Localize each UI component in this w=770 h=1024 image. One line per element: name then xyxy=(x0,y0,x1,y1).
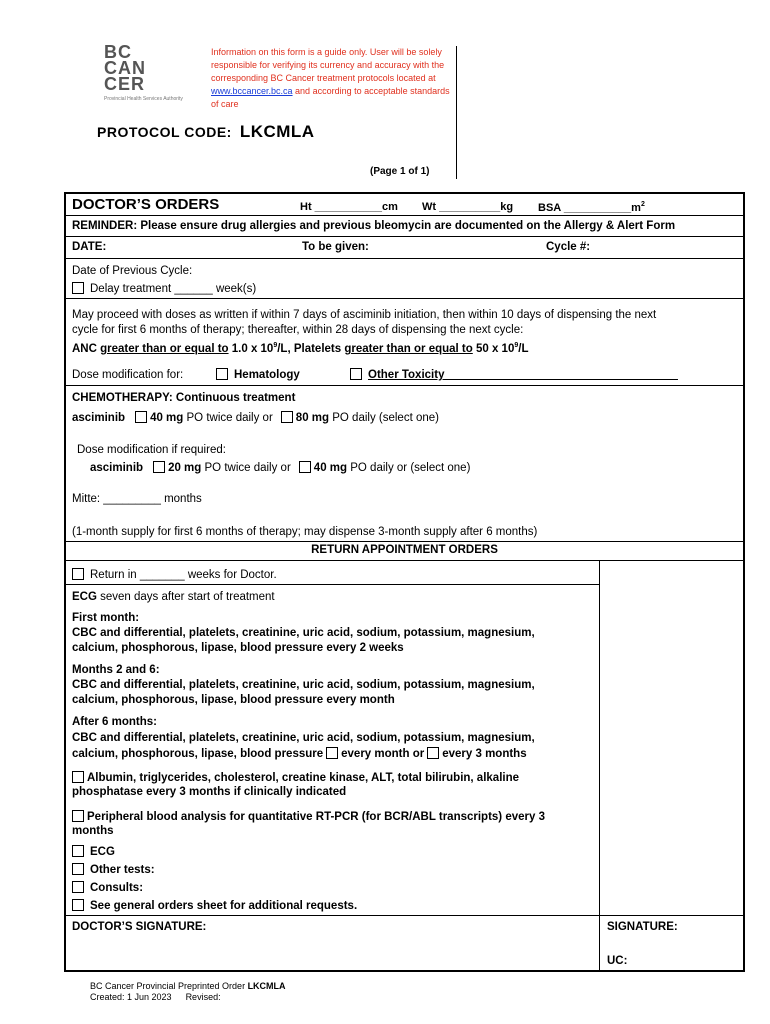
uc-field[interactable]: UC: xyxy=(607,955,628,967)
disclaimer xyxy=(211,46,451,111)
other-tests-label: Other tests: xyxy=(90,864,155,876)
date-row xyxy=(66,237,743,259)
bsa-label: BSA ___________m xyxy=(538,202,641,214)
opt3-dose: 20 mg xyxy=(168,462,202,474)
after-6-title: After 6 months: xyxy=(72,716,157,728)
return-title-row xyxy=(66,541,743,561)
asciminib-40-checkbox[interactable] xyxy=(135,411,147,423)
doctors-orders-form xyxy=(64,192,745,972)
footer xyxy=(90,981,286,1003)
asciminib-80-checkbox[interactable] xyxy=(281,411,293,423)
asciminib-40-daily-checkbox[interactable] xyxy=(299,461,311,473)
return-title: RETURN APPOINTMENT ORDERS xyxy=(311,544,498,556)
ecg-bold: ECG xyxy=(72,591,97,603)
doctors-signature-field[interactable]: DOCTOR’S SIGNATURE: xyxy=(72,921,207,933)
height-field[interactable]: Ht ___________cm xyxy=(300,201,398,213)
see-general-label: See general orders sheet for additional requests. xyxy=(90,900,358,912)
signature-field[interactable]: SIGNATURE: xyxy=(607,921,678,933)
footer-line-1 xyxy=(90,981,286,992)
other-toxicity-label: Other Toxicity ____________________________________ xyxy=(368,369,678,381)
footer-revised: Revised: xyxy=(185,992,221,1002)
form-header-row xyxy=(66,194,743,216)
anc-b: 1.0 x 10 xyxy=(228,343,274,355)
delay-checkbox[interactable] xyxy=(72,282,84,294)
opt4-dose: 40 mg xyxy=(313,462,348,474)
months-2-6-line-2: calcium, phosphorous, lipase, blood pressure every month xyxy=(72,694,395,706)
opt1-dose: 40 mg xyxy=(150,412,184,424)
every-3-months-checkbox[interactable] xyxy=(427,747,439,759)
divider xyxy=(66,915,743,916)
divider xyxy=(66,298,743,299)
footer-line1-a: BC Cancer Provincial Preprinted Order xyxy=(90,981,248,991)
asciminib-reduced-options xyxy=(90,461,470,474)
footer-created: Created: 1 Jun 2023 xyxy=(90,992,172,1002)
other-tests-checkbox[interactable] xyxy=(72,863,84,875)
reminder-row xyxy=(66,216,743,237)
return-in-label: Return in _______ weeks for Doctor. xyxy=(90,569,277,581)
disclaimer-text-end: and according to acceptable standards of care xyxy=(211,86,450,109)
every-month-checkbox[interactable] xyxy=(326,747,338,759)
opt3-text: PO twice daily or xyxy=(201,462,291,474)
logo-subtitle: Provincial Health Services Authority xyxy=(104,96,183,102)
asciminib-20-checkbox[interactable] xyxy=(153,461,165,473)
dose-mod-label: Dose modification for: xyxy=(72,369,184,381)
after6-opt1: every month or xyxy=(341,748,425,760)
asciminib-options xyxy=(72,411,439,424)
protocol-code xyxy=(97,122,315,142)
anc-u2: greater than or equal to xyxy=(344,343,473,355)
hematology-checkbox[interactable] xyxy=(216,368,228,380)
proceed-line-1: May proceed with doses as written if within 7 days of asciminib initiation, then within 10 days of dispensing the next xyxy=(72,309,657,321)
bc-cancer-logo xyxy=(104,44,196,102)
first-month-line-2: calcium, phosphorous, lipase, blood pressure every 2 weeks xyxy=(72,642,404,654)
protocol-label: PROTOCOL CODE: xyxy=(97,124,232,140)
albumin-checkbox[interactable] xyxy=(72,771,84,783)
previous-cycle-label[interactable]: Date of Previous Cycle: xyxy=(72,265,193,277)
see-general-option[interactable] xyxy=(72,899,357,912)
ecg-checkbox[interactable] xyxy=(72,845,84,857)
column-divider xyxy=(599,561,600,972)
proceed-line-2: cycle for first 6 months of therapy; thereafter, within 28 days of dispensing the next cycle: xyxy=(72,324,524,336)
opt1-text: PO twice daily or xyxy=(183,412,273,424)
ecg-option[interactable] xyxy=(72,845,115,858)
footer-line-2 xyxy=(90,992,286,1003)
ecg2-label: ECG xyxy=(90,846,115,858)
anc-e: /L xyxy=(518,343,529,355)
opt4-text: PO daily or (select one) xyxy=(347,462,471,474)
pcr-option[interactable] xyxy=(72,810,545,823)
see-general-checkbox[interactable] xyxy=(72,899,84,911)
first-month-line-1: CBC and differential, platelets, creatinine, uric acid, sodium, potassium, magnesium, xyxy=(72,627,535,639)
months-2-6-title: Months 2 and 6: xyxy=(72,664,160,676)
anc-c: /L, Platelets xyxy=(277,343,345,355)
bsa-sup: 2 xyxy=(640,201,645,208)
anc-platelets-criteria xyxy=(72,342,529,355)
pcr-l1: Peripheral blood analysis for quantitative RT-PCR (for BCR/ABL transcripts) every 3 xyxy=(87,811,545,823)
other-toxicity-option[interactable] xyxy=(350,368,678,381)
pcr-line-2: months xyxy=(72,825,114,837)
cycle-field[interactable]: Cycle #: xyxy=(546,241,591,253)
anc-sup2: 9 xyxy=(514,342,519,349)
after-6-line-1: CBC and differential, platelets, creatinine, uric acid, sodium, potassium, magnesium, xyxy=(72,732,535,744)
chemo-title: CHEMOTHERAPY: Continuous treatment xyxy=(72,392,296,404)
ecg-rest: seven days after start of treatment xyxy=(96,591,275,603)
after6-l2a: calcium, phosphorous, lipase, blood pressure xyxy=(72,748,324,760)
after-6-line-2 xyxy=(72,747,527,760)
pcr-checkbox[interactable] xyxy=(72,810,84,822)
dose-mod-required: Dose modification if required: xyxy=(77,444,226,456)
albumin-option[interactable] xyxy=(72,771,519,784)
disclaimer-text: Information on this form is a guide only. User will be solely responsible for verifying its currency and accuracy with the corresponding BC Cancer treatment protocols located at xyxy=(211,47,445,83)
date-field[interactable]: DATE: xyxy=(72,241,107,253)
bccancer-link[interactable]: www.bccancer.bc.ca xyxy=(211,86,293,96)
consults-option[interactable] xyxy=(72,881,143,894)
divider xyxy=(66,584,600,585)
header-divider xyxy=(456,46,457,179)
drug-name: asciminib xyxy=(90,462,144,474)
mitte-field[interactable]: Mitte: _________ months xyxy=(72,493,202,505)
footer-line1-b: LKCMLA xyxy=(247,981,286,991)
hematology-label: Hematology xyxy=(234,369,300,381)
months-2-6-line-1: CBC and differential, platelets, creatinine, uric acid, sodium, potassium, magnesium, xyxy=(72,679,535,691)
first-month-title: First month: xyxy=(72,612,140,624)
to-be-given-field[interactable]: To be given: xyxy=(302,241,369,253)
consults-checkbox[interactable] xyxy=(72,881,84,893)
reminder-text: REMINDER: Please ensure drug allergies and previous bleomycin are documented on the Allergy & Alert Form xyxy=(72,220,676,232)
return-in-checkbox[interactable] xyxy=(72,568,84,580)
anc-sup1: 9 xyxy=(273,342,278,349)
delay-label: Delay treatment ______ week(s) xyxy=(90,283,257,295)
anc-d: 50 x 10 xyxy=(472,343,515,355)
return-in-option[interactable] xyxy=(72,568,277,581)
opt2-dose: 80 mg xyxy=(295,412,330,424)
divider xyxy=(66,385,743,386)
form-title: DOCTOR’S ORDERS xyxy=(72,196,220,213)
consults-label: Consults: xyxy=(90,882,144,894)
opt2-text: PO daily (select one) xyxy=(329,412,439,424)
delay-treatment-option[interactable] xyxy=(72,282,256,295)
hematology-option[interactable] xyxy=(216,368,300,381)
other-toxicity-checkbox[interactable] xyxy=(350,368,362,380)
bsa-field[interactable] xyxy=(538,201,645,214)
page-indicator: (Page 1 of 1) xyxy=(370,166,430,177)
drug-name: asciminib xyxy=(72,412,126,424)
protocol-code-value: LKCMLA xyxy=(239,122,315,141)
albumin-line-2: phosphatase every 3 months if clinically indicated xyxy=(72,786,347,798)
anc-u1: greater than or equal to xyxy=(100,343,229,355)
logo-text: BC CAN CER xyxy=(104,42,146,94)
ecg-seven-days xyxy=(72,591,275,603)
supply-note: (1-month supply for first 6 months of therapy; may dispense 3-month supply after 6 months) xyxy=(72,526,538,538)
anc-a: ANC xyxy=(72,343,101,355)
weight-field[interactable]: Wt __________kg xyxy=(422,201,514,213)
after6-opt2: every 3 months xyxy=(442,748,527,760)
other-tests-option[interactable] xyxy=(72,863,155,876)
albumin-l1: Albumin, triglycerides, cholesterol, creatine kinase, ALT, total bilirubin, alkaline xyxy=(87,772,520,784)
